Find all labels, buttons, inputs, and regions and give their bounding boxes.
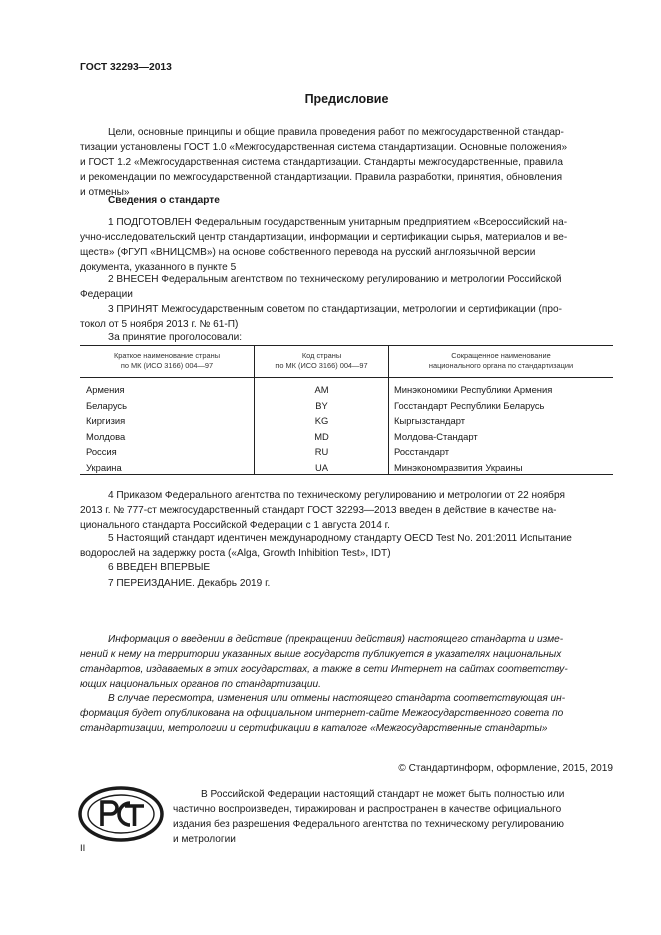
table-header-code	[255, 345, 389, 378]
intro-line: Цели, основные принципы и общие правила проведения работ по межгосударственной стандар-	[108, 127, 564, 138]
item-2-paragraph	[80, 272, 613, 302]
table-header-row	[80, 345, 613, 378]
table-cell-body: Минэкономразвития Украины	[389, 460, 614, 476]
table-row	[80, 413, 613, 429]
item-1-line: 1 ПОДГОТОВЛЕН Федеральным государственным унитарным предприятием «Всероссийский на-	[108, 217, 568, 228]
table-cell-body: Кыргызстандарт	[389, 413, 614, 429]
table-row	[80, 378, 613, 398]
notice-line: издания без разрешения Федерального агентства по техническому регулированию	[173, 819, 564, 830]
item-7-line: 7 ПЕРЕИЗДАНИЕ. Декабрь 2019 г.	[108, 578, 271, 589]
item-5-line: 5 Настоящий стандарт идентичен международному стандарту OECD Test No. 201:2011 Испытание	[108, 533, 572, 544]
table-cell-body: Минэкономики Республики Армения	[389, 378, 614, 398]
table-cell-code: MD	[255, 429, 389, 445]
countries-table	[80, 345, 613, 475]
info-2-line: стандартизации, метрологии и сертификации в каталоге «Межгосударственные стандарты»	[80, 723, 548, 734]
info-2-line: формация будет опубликована на официальном интернет-сайте Межгосударственного совета по	[80, 708, 564, 719]
item-6-line: 6 ВВЕДЕН ВПЕРВЫЕ	[108, 562, 211, 573]
vote-label: За принятие проголосовали:	[108, 332, 243, 343]
table-cell-country: Россия	[86, 446, 117, 458]
reproduction-notice	[173, 787, 613, 847]
info-paragraph-2	[80, 691, 613, 736]
item-1-line: ществ» (ФГУП «ВНИЦСМВ») на основе собственного перевода на русский англоязычной версии	[80, 247, 536, 258]
info-1-line: нений к нему на территории указанных выше государств публикуется в указателях национальных	[80, 649, 562, 660]
intro-line: и ГОСТ 1.2 «Межгосударственная система стандартизации. Стандарты межгосударственные, правила	[80, 157, 563, 168]
info-1-line: Информация о введении в действие (прекращении действия) настоящего стандарта и изме-	[108, 634, 564, 645]
table-row	[80, 429, 613, 445]
table-cell-code: BY	[255, 398, 389, 414]
item-1-line: учно-исследовательский центр стандартизации, информации и сертификации сырья, материалов и ве-	[80, 232, 568, 243]
table-row	[80, 444, 613, 460]
section-heading: Сведения о стандарте	[108, 195, 220, 206]
header-line: по МК (ИСО 3166) 004—97	[120, 361, 214, 370]
item-3-line: токол от 5 ноября 2013 г. № 61-П)	[80, 319, 239, 330]
page-title: Предисловие	[304, 92, 389, 106]
info-paragraph-1	[80, 632, 613, 692]
header-line: по МК (ИСО 3166) 004—97	[275, 361, 368, 370]
item-5-line: водорослей на задержку роста («Alga, Growth Inhibition Test», IDT)	[80, 548, 391, 559]
intro-line: тизации установлены ГОСТ 1.0 «Межгосударственная система стандартизации. Основные положения»	[80, 142, 568, 153]
table-header-country	[80, 345, 255, 378]
table-bottom-rule	[80, 474, 613, 475]
table-header-body	[389, 345, 614, 378]
item-4-line: 4 Приказом Федерального агентства по техническому регулированию и метрологии от 22 ноября	[108, 490, 565, 501]
info-2-line: В случае пересмотра, изменения или отмены настоящего стандарта соответствующая ин-	[108, 693, 566, 704]
item-4-line: 2013 г. № 777-ст межгосударственный стандарт ГОСТ 32293—2013 введен в действие в качестве на-	[80, 505, 557, 516]
item-1-paragraph	[80, 215, 613, 275]
copyright-line: © Стандартинформ, оформление, 2015, 2019	[398, 763, 613, 774]
table-cell-body: Госстандарт Республики Беларусь	[389, 398, 614, 414]
table-cell-country: Армения	[86, 384, 125, 396]
item-4-line: ционального стандарта Российской Федерации с 1 августа 2014 г.	[80, 520, 390, 531]
intro-line: и отмены»	[80, 187, 130, 198]
table-cell-country: Беларусь	[86, 399, 128, 411]
item-2-line: Федерации	[80, 289, 133, 300]
item-2-line: 2 ВНЕСЕН Федеральным агентством по техническому регулированию и метрологии Российской	[108, 274, 562, 285]
intro-line: и рекомендации по межгосударственной стандартизации. Правила разработки, принятия, обновления	[80, 172, 563, 183]
table-cell-body: Росстандарт	[389, 444, 614, 460]
item-1-line: документа, указанного в пункте 5	[80, 262, 237, 273]
item-3-paragraph	[80, 302, 613, 332]
header-line: Сокращенное наименование	[451, 351, 551, 360]
info-1-line: ющих национальных органов по стандартизации.	[80, 679, 321, 690]
header-line: Краткое наименование страны	[113, 351, 221, 360]
table-cell-code: KG	[255, 413, 389, 429]
rst-logo	[78, 786, 164, 842]
document-id-header: ГОСТ 32293—2013	[80, 62, 172, 73]
table-cell-code: UA	[255, 460, 389, 476]
item-4-paragraph	[80, 488, 613, 533]
intro-paragraph	[80, 125, 613, 200]
table-cell-country: Украина	[86, 461, 122, 473]
page-number: II	[80, 843, 86, 854]
table-row	[80, 460, 613, 476]
table-cell-country: Киргизия	[86, 415, 126, 427]
table-row	[80, 398, 613, 414]
notice-line: частично воспроизведен, тиражирован и распространен в качестве официального	[173, 804, 562, 815]
header-line: национального органа по стандартизации	[428, 361, 574, 370]
notice-line: и метрологии	[173, 834, 236, 845]
header-line: Код страны	[301, 351, 342, 360]
table-cell-body: Молдова-Стандарт	[389, 429, 614, 445]
table-cell-code: AM	[255, 378, 389, 398]
item-5-paragraph	[80, 531, 613, 561]
notice-line: В Российской Федерации настоящий стандарт не может быть полностью или	[201, 789, 565, 800]
info-1-line: стандартов, издаваемых в этих государствах, а также в сети Интернет на сайтах соответству-	[80, 664, 568, 675]
table-cell-code: RU	[255, 444, 389, 460]
item-3-line: 3 ПРИНЯТ Межгосударственным советом по стандартизации, метрологии и сертификации (про-	[108, 304, 562, 315]
table-cell-country: Молдова	[86, 430, 126, 442]
